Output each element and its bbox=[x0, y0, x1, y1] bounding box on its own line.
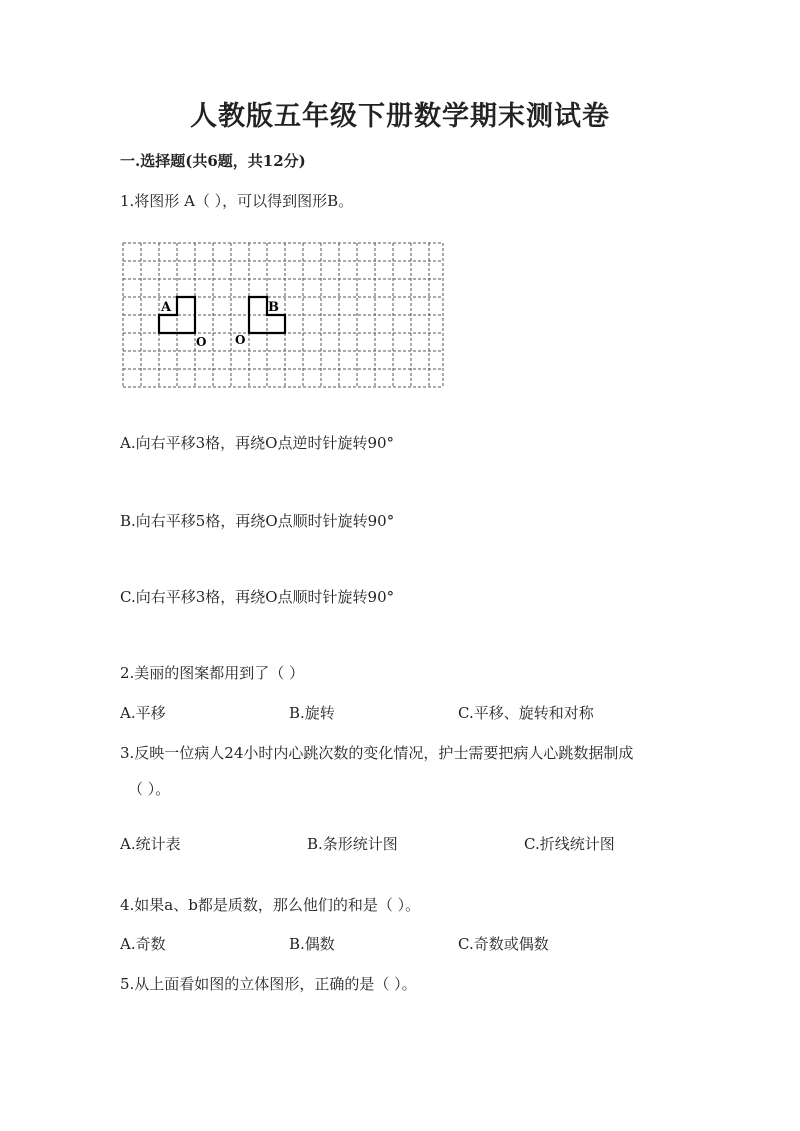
question-4-option-c[interactable]: C.奇数或偶数 bbox=[458, 935, 549, 953]
label-a: A bbox=[161, 300, 172, 315]
question-1-option-c[interactable]: C.向右平移3格，再绕O点顺时针旋转90° bbox=[120, 588, 395, 606]
question-2-option-a[interactable]: A.平移 bbox=[120, 704, 166, 722]
question-3-option-a[interactable]: A.统计表 bbox=[120, 835, 181, 853]
question-5-stem: 5.从上面看如图的立体图形，正确的是（ ）。 bbox=[120, 975, 417, 993]
question-4-stem: 4.如果a、b都是质数，那么他们的和是（ ）。 bbox=[120, 896, 421, 914]
question-3-option-c[interactable]: C.折线统计图 bbox=[524, 835, 615, 853]
section-heading: 一.选择题(共6题，共12分) bbox=[120, 152, 306, 170]
question-3-option-b[interactable]: B.条形统计图 bbox=[307, 835, 398, 853]
question-3-stem: 3.反映一位病人24小时内心跳次数的变化情况，护士需要把病人心跳数据制成 bbox=[120, 744, 634, 762]
question-1-option-b[interactable]: B.向右平移5格，再绕O点顺时针旋转90° bbox=[120, 512, 395, 530]
point-o-left: O bbox=[196, 335, 207, 349]
question-2-stem: 2.美丽的图案都用到了（ ） bbox=[120, 664, 305, 682]
question-4-option-b[interactable]: B.偶数 bbox=[289, 935, 335, 953]
question-3-stem-cont: （ ）。 bbox=[128, 780, 171, 798]
point-o-right: O bbox=[235, 333, 246, 347]
page-title: 人教版五年级下册数学期末测试卷 bbox=[190, 101, 610, 132]
question-1-stem: 1.将图形 A（ ），可以得到图形B。 bbox=[120, 192, 354, 210]
grid-figure bbox=[122, 242, 446, 390]
label-b: B bbox=[268, 300, 279, 315]
question-1-option-a[interactable]: A.向右平移3格，再绕O点逆时针旋转90° bbox=[120, 434, 395, 452]
question-2-option-c[interactable]: C.平移、旋转和对称 bbox=[458, 704, 594, 722]
question-4-option-a[interactable]: A.奇数 bbox=[120, 935, 166, 953]
question-2-option-b[interactable]: B.旋转 bbox=[289, 704, 335, 722]
